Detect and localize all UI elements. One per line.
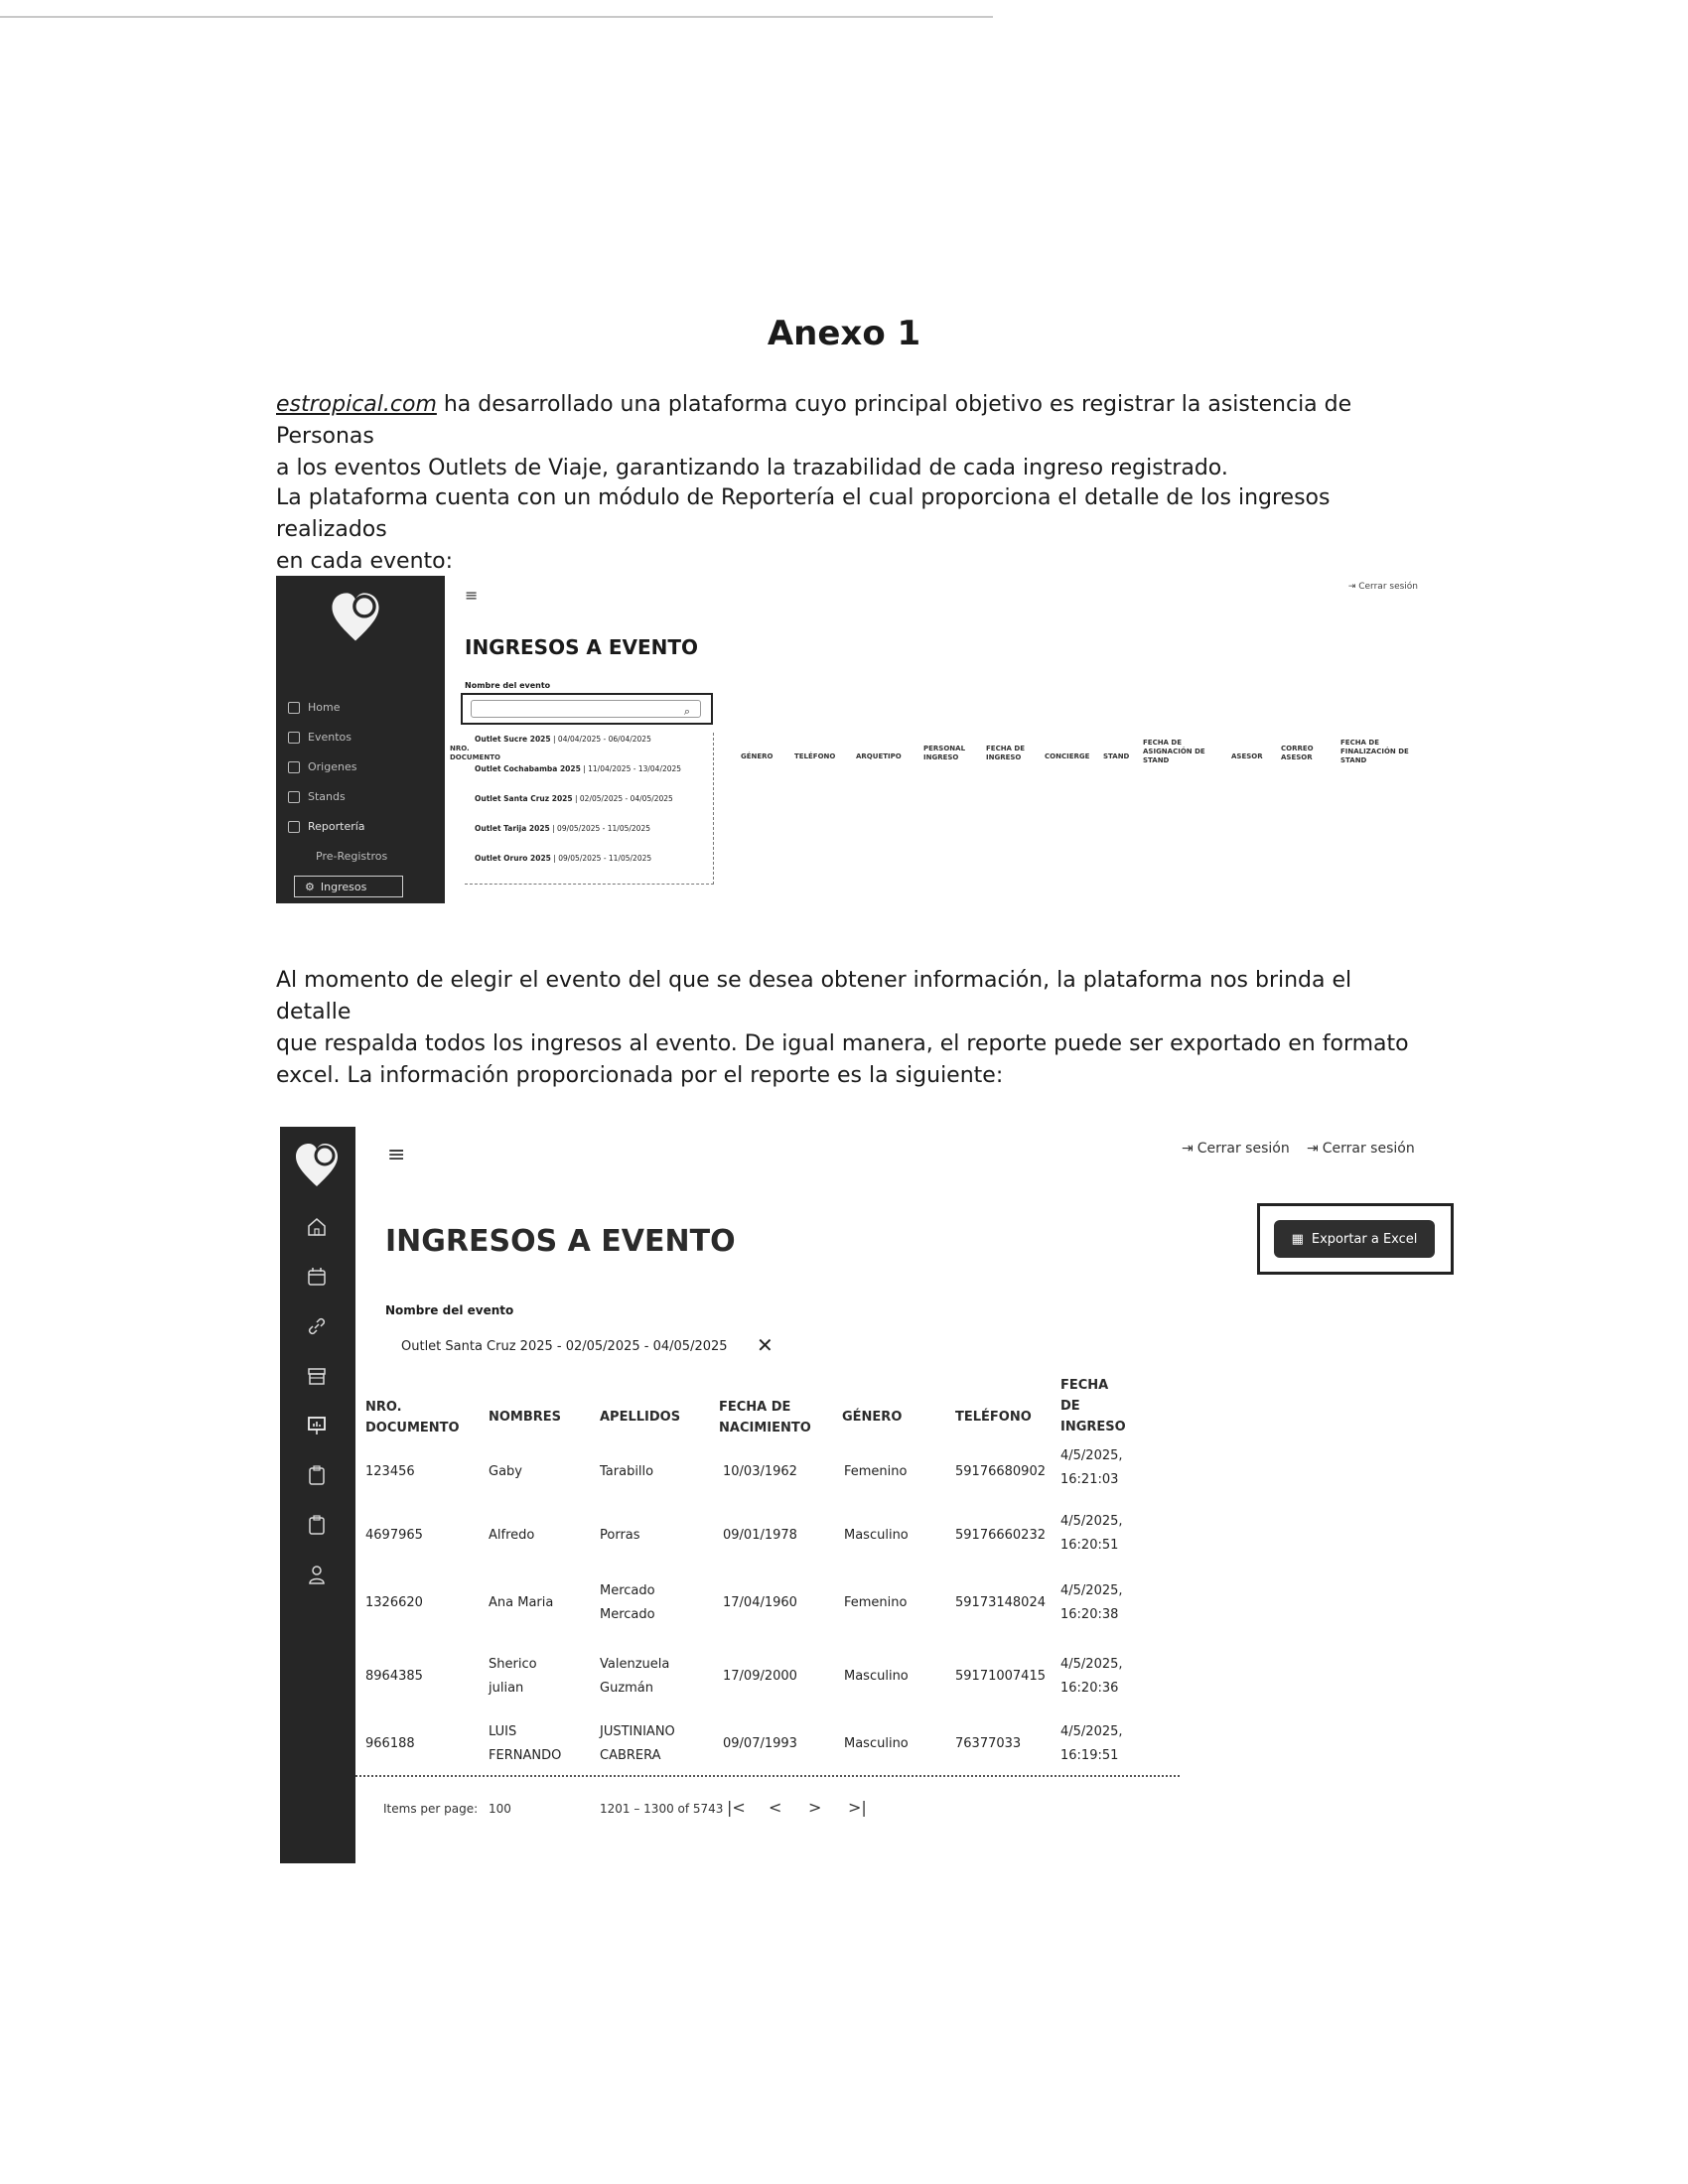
sidebar [280,1127,355,1863]
report-module-paragraph [276,482,1418,578]
next-page-button[interactable]: > [808,1798,822,1817]
home-icon [288,702,300,714]
logo-icon [292,1141,342,1190]
table-cell: 1326620 [365,1595,423,1610]
report-icon [288,821,300,833]
column-header: NRO. DOCUMENTO [450,745,500,761]
table-cell: 4/5/2025, 16:20:36 [1060,1657,1123,1696]
column-header: CORREO ASESOR [1281,745,1314,761]
sidebar-subitem-preregistros[interactable]: Pre-Registros [316,850,388,863]
table-cell: Femenino [844,1464,908,1479]
logout-button[interactable]: ⇥ Cerrar sesión [1307,1141,1415,1157]
table-cell: 4/5/2025, 16:20:51 [1060,1514,1123,1553]
report-icon[interactable] [306,1415,328,1436]
clipboard-icon[interactable] [306,1464,328,1486]
table-cell: LUIS FERNANDO [489,1724,562,1763]
table-cell: Porras [600,1528,640,1543]
table-cell: 59176680902 [955,1464,1046,1479]
event-option[interactable]: Outlet Oruro 2025 | 09/05/2025 - 11/05/2025 [475,854,652,863]
home-icon[interactable] [306,1216,328,1238]
column-header: FECHA DE FINALIZACIÓN DE STAND [1340,739,1409,764]
column-header: NOMBRES [489,1410,562,1425]
column-header: FECHA DE INGRESO [1060,1378,1126,1434]
event-field-label: Nombre del evento [385,1303,514,1317]
table-cell: 17/09/2000 [723,1669,797,1684]
logout-icon: ⇥ [1347,582,1359,592]
table-cell: Masculino [844,1736,909,1751]
link-icon [288,761,300,773]
table-cell: 123456 [365,1464,415,1479]
table-cell: Valenzuela Guzmán [600,1657,670,1696]
last-page-button[interactable]: >| [848,1798,867,1817]
report-line-2: en cada evento: [276,549,454,574]
event-options-list [465,733,714,885]
event-select-value[interactable]: Outlet Santa Cruz 2025 - 02/05/2025 - 04/05/2025 [401,1339,728,1354]
report-line-1: La plataforma cuenta con un módulo de Reportería el cual proporciona el detalle de los ingresos realizados [276,485,1331,542]
calendar-icon [288,732,300,744]
column-header: FECHA DE ASIGNACIÓN DE STAND [1143,739,1205,764]
export-highlight [1257,1203,1454,1275]
screenshot-event-selector [276,576,1468,903]
event-option[interactable]: Outlet Cochabamba 2025 | 11/04/2025 - 13/04/2025 [475,764,682,773]
export-line-1: Al momento de elegir el evento del que se desea obtener información, la plataforma nos brinda el detalle [276,968,1352,1024]
logout-button[interactable]: ⇥ Cerrar sesión [1182,1141,1290,1157]
prev-page-button[interactable]: < [769,1798,782,1817]
table-cell: Masculino [844,1669,909,1684]
page-title: INGRESOS A EVENTO [385,1224,736,1259]
export-paragraph [276,965,1418,1092]
sidebar [276,576,445,903]
gear-icon: ⚙ [305,880,315,893]
logout-icon: ⇥ [1182,1141,1194,1157]
intro-paragraph [276,389,1418,484]
column-header: FECHA DE NACIMIENTO [719,1400,811,1435]
sidebar-item-origenes[interactable]: Origenes [288,760,356,773]
table-cell: 76377033 [955,1736,1022,1751]
column-header: FECHA DE INGRESO [986,745,1026,761]
column-header: CONCIERGE [1045,752,1090,760]
first-page-button[interactable]: |< [727,1798,746,1817]
table-cell: 4/5/2025, 16:19:51 [1060,1724,1123,1763]
event-option[interactable]: Outlet Santa Cruz 2025 | 02/05/2025 - 04/05/2025 [475,794,673,803]
items-per-page-select[interactable]: 100 [489,1802,511,1816]
column-header: ASESOR [1231,752,1263,760]
search-icon: ⌕ [683,705,690,718]
table-cell: 4/5/2025, 16:21:03 [1060,1448,1123,1487]
table-cell: Masculino [844,1528,909,1543]
table-cell: Ana Maria [489,1595,554,1610]
sidebar-item-reporteria[interactable]: Reportería [288,820,365,833]
sidebar-item-eventos[interactable]: Eventos [288,731,352,744]
column-header: STAND [1103,752,1130,760]
table-cell: 4697965 [365,1528,423,1543]
store-icon[interactable] [306,1365,328,1387]
page-title: INGRESOS A EVENTO [465,635,699,659]
document-title: Anexo 1 [767,314,921,353]
event-option[interactable]: Outlet Sucre 2025 | 04/04/2025 - 06/04/2025 [475,735,651,744]
table-cell: 59171007415 [955,1669,1046,1684]
menu-icon[interactable]: ≡ [387,1143,406,1167]
table-cell: Sherico julian [489,1657,537,1696]
column-header: APELLIDOS [600,1410,681,1425]
user-icon[interactable] [306,1564,328,1585]
event-search-input[interactable] [471,700,701,718]
table-cell: Gaby [489,1464,522,1479]
table-cell: 4/5/2025, 16:20:38 [1060,1583,1123,1622]
clear-selection-icon[interactable]: ✕ [757,1333,774,1357]
event-option[interactable]: Outlet Tarija 2025 | 09/05/2025 - 11/05/2025 [475,824,650,833]
calendar-icon[interactable] [306,1266,328,1288]
column-header: GÉNERO [741,752,774,760]
logout-icon: ⇥ [1307,1141,1319,1157]
table-cell: 09/01/1978 [723,1528,797,1543]
table-cell: Tarabillo [600,1464,654,1479]
table-cell: 10/03/1962 [723,1464,797,1479]
table-cell: Alfredo [489,1528,535,1543]
sidebar-item-home[interactable]: Home [288,701,340,714]
sidebar-subitem-ingresos[interactable]: ⚙ Ingresos [294,876,403,897]
table-cell: JUSTINIANO CABRERA [600,1724,675,1763]
table-row-partial [355,1716,1180,1776]
items-per-page-label: Items per page: [383,1802,479,1816]
event-field-label: Nombre del evento [465,681,551,690]
spreadsheet-icon: ▦ [1291,1231,1304,1247]
menu-icon[interactable]: ≡ [465,586,479,605]
table-cell: 966188 [365,1736,415,1751]
table-cell: 59173148024 [955,1595,1046,1610]
column-header: PERSONAL INGRESO [923,745,966,761]
column-header: TELÉFONO [955,1410,1032,1425]
intro-line-2: a los eventos Outlets de Viaje, garantizando la trazabilidad de cada ingreso registrado. [276,456,1228,480]
clipboard-icon[interactable] [306,1514,328,1536]
table-cell: Femenino [844,1595,908,1610]
export-line-2: que respalda todos los ingresos al evento. De igual manera, el reporte puede ser exportado en formato [276,1031,1409,1056]
column-header: ARQUETIPO [856,752,902,760]
logo-icon [328,590,383,645]
table-cell: Mercado Mercado [600,1583,655,1622]
intro-line-1: ha desarrollado una plataforma cuyo principal objetivo es registrar la asistencia de Personas [276,392,1352,449]
table-cell: 17/04/1960 [723,1595,797,1610]
scan-edge-line [0,16,993,18]
table-cell: 09/07/1993 [723,1736,797,1751]
table-cell: 59176660232 [955,1528,1046,1543]
scan-cut-line [355,1775,1180,1780]
link-icon[interactable] [306,1315,328,1337]
store-icon [288,791,300,803]
column-header: GÉNERO [842,1410,903,1425]
table-cell: 8964385 [365,1669,423,1684]
column-header: NRO. DOCUMENTO [365,1400,460,1435]
export-excel-button[interactable]: ▦ Exportar a Excel [1274,1220,1435,1258]
column-header: TELÉFONO [794,752,836,760]
logout-button[interactable]: ⇥ Cerrar sesión [1347,582,1418,592]
event-search-highlight [461,693,713,725]
estropical-link[interactable]: estropical.com [276,392,437,417]
screenshot-report-detail [280,1127,1481,1876]
export-line-3: excel. La información proporcionada por el reporte es la siguiente: [276,1063,1004,1088]
page-range: 1201 – 1300 of 5743 [600,1802,724,1816]
sidebar-item-stands[interactable]: Stands [288,790,346,803]
